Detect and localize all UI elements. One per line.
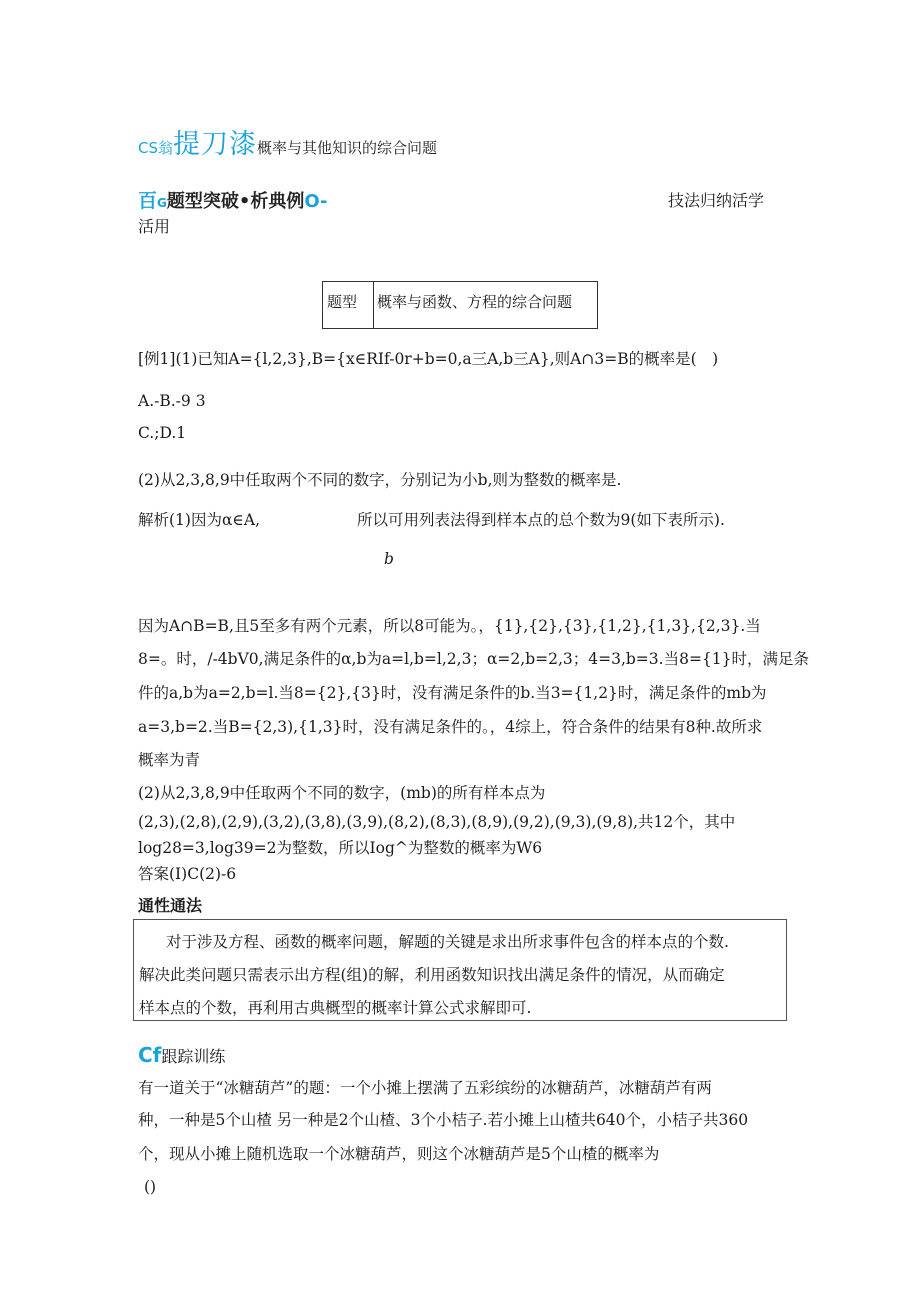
solution-line: 概率为青 xyxy=(138,751,201,769)
solution-line: a=3,b=2.当B={2,3),{1,3}时，没有满足条件的。，4综上，符合条件的结果有8种.故所求 xyxy=(138,718,763,736)
lesson-title: 概率与其他知识的综合问题 xyxy=(257,139,438,157)
analysis-rest: 所以可用列表法得到样本点的总个数为9(如下表所示). xyxy=(357,511,725,529)
method-line: 样本点的个数，再利用古典概型的概率计算公式求解即可. xyxy=(139,999,532,1017)
question-type-name: 概率与函数、方程的综合问题 xyxy=(377,293,573,311)
lesson-brand: 提刀漆 xyxy=(173,129,257,160)
question-type-label: 题型 xyxy=(327,293,358,311)
example-options-cd: C.;D.1 xyxy=(138,424,187,442)
lesson-code: CS翁 xyxy=(138,139,173,157)
method-label: 通性通法 xyxy=(138,896,203,915)
method-box xyxy=(133,919,787,1021)
section-title: 题型突破•析典例 xyxy=(166,191,305,212)
answer-line: 答案(I)C(2)-6 xyxy=(138,865,237,883)
section-side-text-cont: 活用 xyxy=(138,217,171,236)
example-question-2: (2)从2,3,8,9中任取两个不同的数字，分别记为小b,则为整数的概率是. xyxy=(138,471,622,489)
example-question-1: [例1](1)已知A={l,2,3},B={x∈RIf-0r+b=0,a三A,b三A},则A∩3=B的概率是( ) xyxy=(138,350,719,368)
example-options-ab: A.-B.-9 3 xyxy=(138,392,206,410)
followup-line: 种，一种是5个山楂 另一种是2个山楂、3个小桔子.若小摊上山楂共640个，小桔子共360 xyxy=(138,1111,749,1129)
solution-2-line: (2,3),(2,8),(2,9),(3,2),(3,8),(3,9),(8,2),(8,3),(8,9),(9,2),(9,3),(9,8),共12个，其中 xyxy=(138,813,736,831)
solution-line: 件的a,b为a=2,b=l.当8={2},{3}时，没有满足条件的b.当3={1,2}时，满足条件的mb为 xyxy=(138,684,767,702)
section-lead: 百 xyxy=(138,190,158,212)
analysis-lead: 解析(1)因为α∈A, xyxy=(138,511,261,529)
followup-line: 个，现从小摊上随机选取一个冰糖葫芦，则这个冰糖葫芦是5个山楂的概率为 xyxy=(138,1145,660,1163)
followup-line: 有一道关于“冰糖葫芦”的题：一个小摊上摆满了五彩缤纷的冰糖葫芦，冰糖葫芦有两 xyxy=(138,1079,712,1097)
section-tail: O- xyxy=(304,191,328,212)
solution-2-line: (2)从2,3,8,9中任取两个不同的数字，(mb)的所有样本点为 xyxy=(138,784,546,802)
solution-line: 8=。时，/-4bV0,满足条件的α,b为a=l,b=l,2,3；α=2,b=2,3；4=3,b=3.当8={1}时，满足条 xyxy=(138,650,810,668)
method-line: 对于涉及方程、函数的概率问题，解题的关键是求出所求事件包含的样本点的个数. xyxy=(166,933,729,951)
lesson-header xyxy=(138,122,437,161)
table-variable-b: b xyxy=(384,550,394,568)
followup-label: 跟踪训练 xyxy=(161,1047,226,1066)
solution-2-line: log28=3,log39=2为整数，所以Iog^为整数的概率为W6 xyxy=(138,839,543,857)
followup-header xyxy=(138,1043,225,1067)
question-type-divider xyxy=(373,282,374,328)
followup-answer-parens: () xyxy=(144,1178,157,1196)
section-lead-small: G xyxy=(157,196,167,210)
followup-mark: Cf xyxy=(138,1043,162,1067)
section-side-text: 技法归纳活学 xyxy=(668,191,765,210)
method-line: 解决此类问题只需表示出方程(组)的解，利用函数知识找出满足条件的情况，从而确定 xyxy=(139,966,725,984)
section-header xyxy=(138,186,328,213)
solution-line: 因为A∩B=B,且5至多有两个元素，所以8可能为。，{1},{2},{3},{1,2},{1,3},{2,3}.当 xyxy=(138,617,761,635)
question-type-box xyxy=(322,281,598,329)
